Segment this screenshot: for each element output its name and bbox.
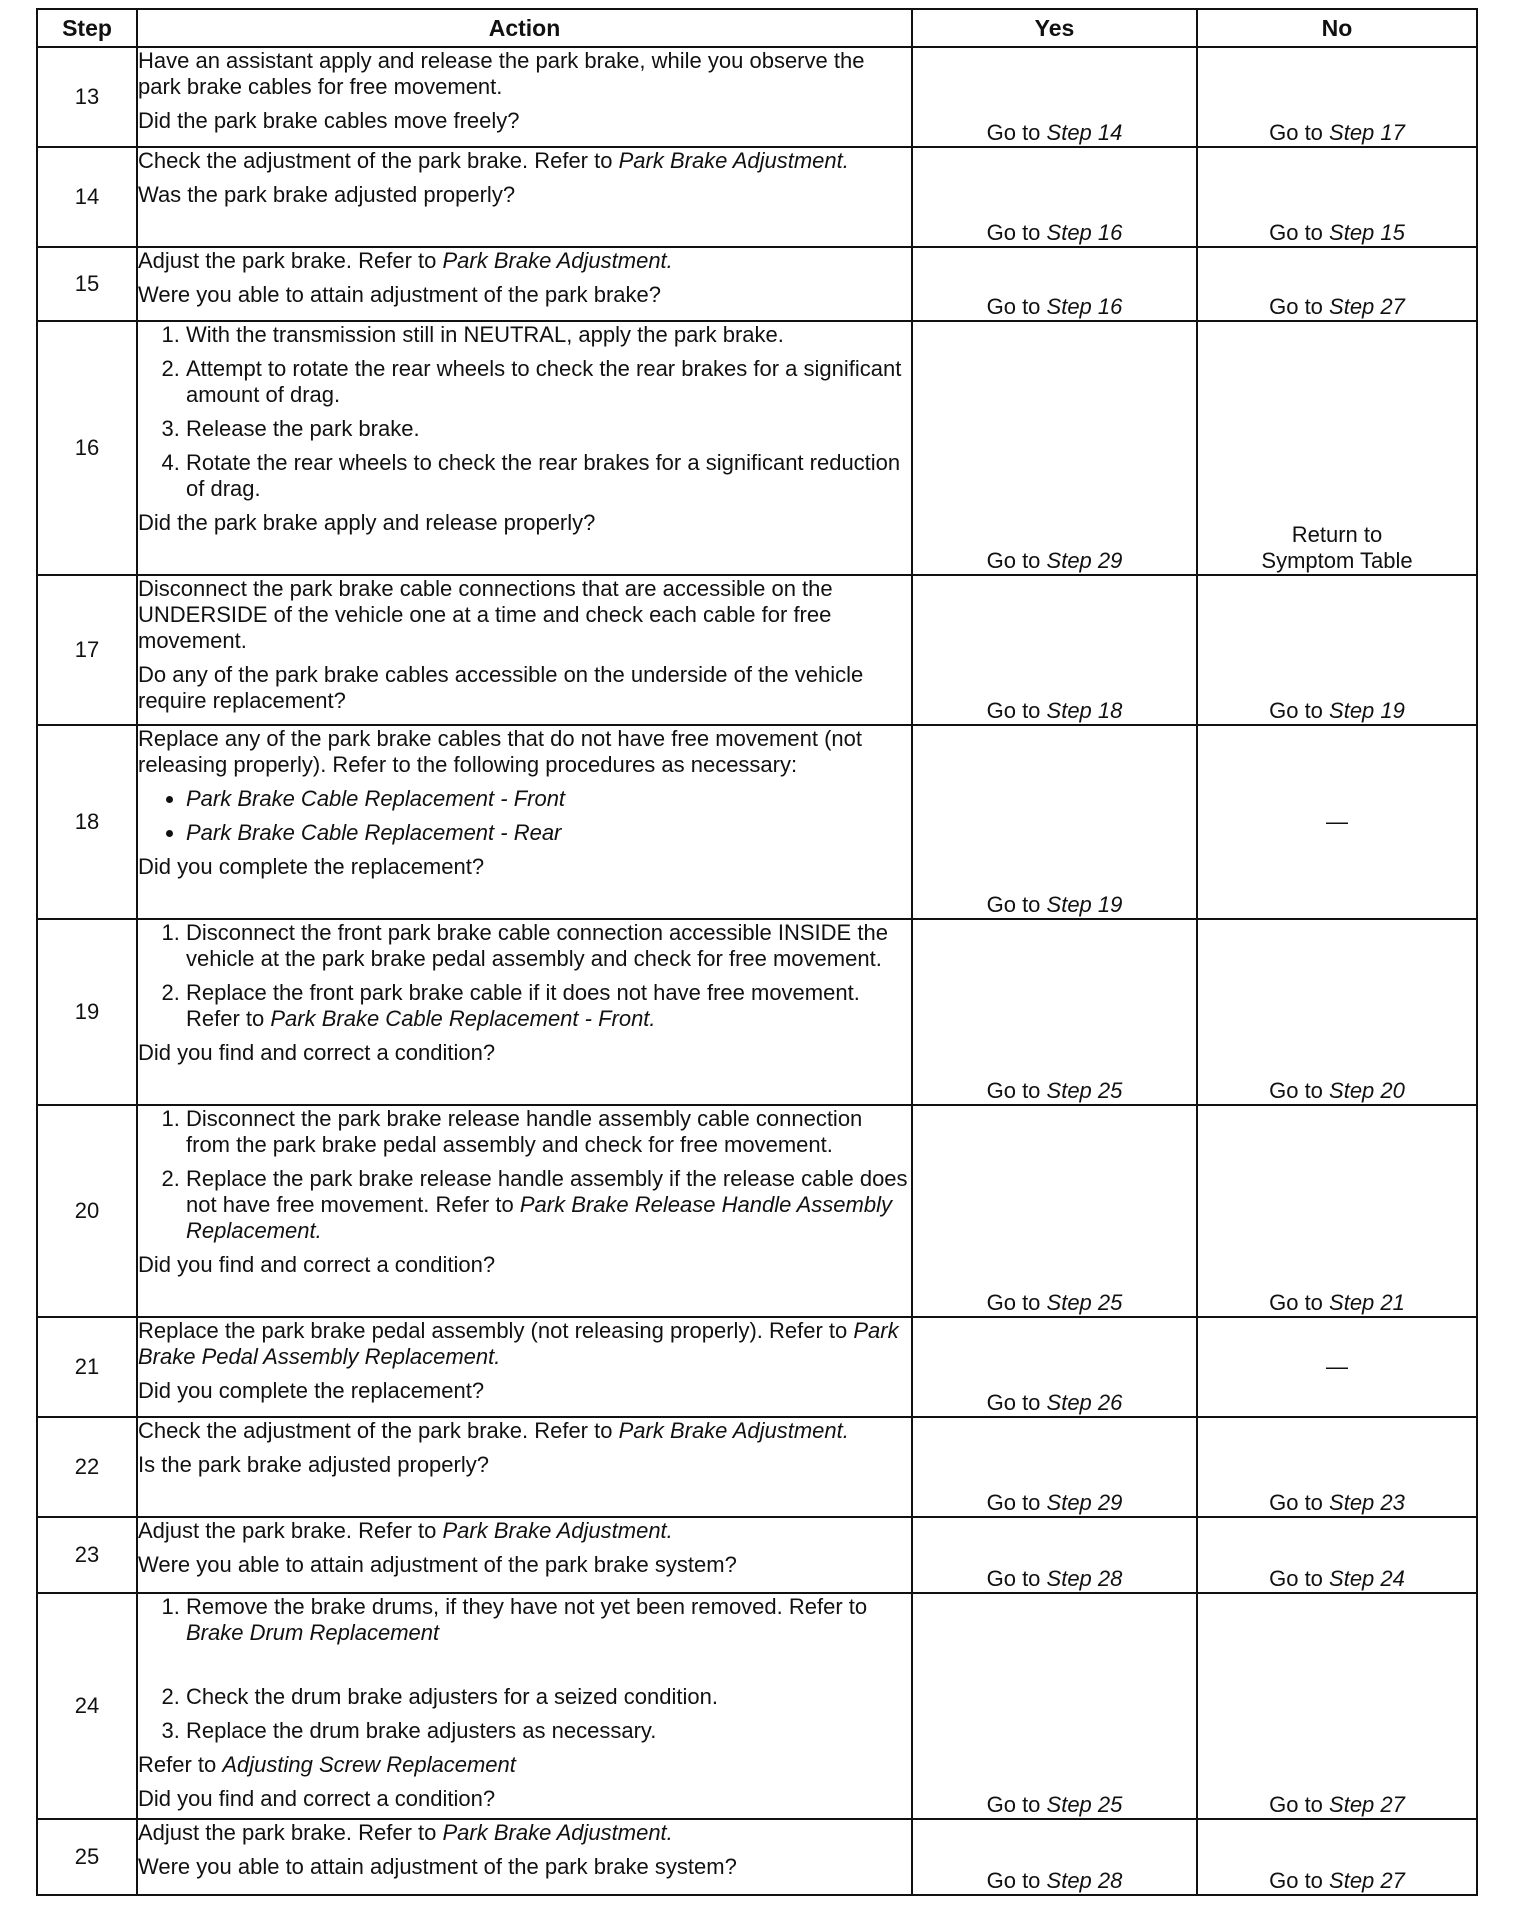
- goto-text: Go to: [1269, 294, 1330, 319]
- table-row: [37, 1517, 1477, 1593]
- yes-cell: [912, 321, 1197, 575]
- action-cell: [137, 47, 912, 147]
- reference-link: Park Brake Adjustment.: [442, 1518, 673, 1543]
- table-row: [37, 1105, 1477, 1317]
- no-cell: [1197, 1417, 1477, 1517]
- goto-text: Go to: [986, 1078, 1047, 1103]
- diagnostic-table-page: [36, 8, 1478, 1896]
- yes-cell: [912, 1819, 1197, 1895]
- list-item: 1. With the transmission still in NEUTRAL, apply the park brake.: [186, 322, 911, 348]
- table-row: [37, 1317, 1477, 1417]
- step-number: 23: [37, 1517, 137, 1593]
- reference-link: Park Brake Adjustment.: [618, 1418, 849, 1443]
- reference-link: Park Brake Adjustment.: [442, 248, 673, 273]
- step-ref: Step 16: [1046, 294, 1123, 319]
- table-row: [37, 725, 1477, 919]
- no-cell: —: [1197, 1317, 1477, 1417]
- action-text: Replace any of the park brake cables that do not have free movement (not releasing properly). Refer to the following procedures as necessary:: [138, 726, 862, 777]
- no-cell: [1197, 147, 1477, 247]
- table-row: [37, 1819, 1477, 1895]
- action-cell: [137, 147, 912, 247]
- step-ref: Step 27: [1329, 1868, 1405, 1893]
- step-ref: Step 20: [1329, 1078, 1405, 1103]
- step-ref: Step 27: [1329, 1792, 1405, 1817]
- action-text-part: Check the adjustment of the park brake. Refer to: [138, 1418, 619, 1443]
- yes-cell: [912, 1517, 1197, 1593]
- table-row: [37, 247, 1477, 321]
- step-ref: Step 14: [1046, 120, 1123, 145]
- yes-cell: [912, 1417, 1197, 1517]
- table-row: [37, 1593, 1477, 1819]
- table-row: [37, 919, 1477, 1105]
- list-item: 4. Rotate the rear wheels to check the rear brakes for a significant reduction of drag.: [186, 450, 911, 502]
- yes-cell: [912, 1317, 1197, 1417]
- step-ref: Step 26: [1046, 1390, 1123, 1415]
- table-row: [37, 47, 1477, 147]
- question-text: Did the park brake apply and release properly?: [138, 510, 596, 535]
- action-text-part: Replace the park brake pedal assembly (not releasing properly). Refer to: [138, 1318, 854, 1343]
- action-cell: [137, 1317, 912, 1417]
- step-ref: Step 28: [1046, 1868, 1123, 1893]
- step-ref: Step 19: [1046, 892, 1123, 917]
- header-action: Action: [137, 9, 912, 47]
- goto-text: Go to: [986, 1290, 1047, 1315]
- goto-text: Go to: [986, 548, 1047, 573]
- goto-text: Go to: [1269, 120, 1330, 145]
- no-cell: —: [1197, 725, 1477, 919]
- step-ref: Step 16: [1046, 220, 1123, 245]
- step-number: 19: [37, 919, 137, 1105]
- step-ref: Step 28: [1046, 1566, 1123, 1591]
- question-text: Did the park brake cables move freely?: [138, 108, 520, 133]
- action-cell: [137, 321, 912, 575]
- action-text: [138, 1752, 911, 1778]
- step-ref: Step 17: [1329, 120, 1405, 145]
- goto-text: Go to: [1269, 220, 1330, 245]
- header-step: Step: [37, 9, 137, 47]
- action-text: [138, 1820, 911, 1846]
- list-item: 1. Disconnect the park brake release handle assembly cable connection from the park brake pedal assembly and check for free movement.: [186, 1106, 911, 1158]
- goto-text: Go to: [986, 1390, 1047, 1415]
- goto-text: Go to: [1269, 1566, 1330, 1591]
- no-cell: [1197, 919, 1477, 1105]
- table-row: [37, 321, 1477, 575]
- action-text-part: Adjust the park brake. Refer to: [138, 1518, 443, 1543]
- question-text: Did you find and correct a condition?: [138, 1786, 496, 1811]
- step-ref: Step 18: [1046, 698, 1123, 723]
- reference-link: Brake Drum Replacement: [186, 1620, 440, 1645]
- procedure-list: [138, 1106, 911, 1244]
- action-text: [138, 248, 911, 274]
- step-ref: Step 29: [1046, 548, 1123, 573]
- list-item: [186, 1594, 911, 1676]
- goto-text: Go to: [1269, 1868, 1330, 1893]
- action-cell: [137, 919, 912, 1105]
- no-cell: [1197, 247, 1477, 321]
- step-number: 16: [37, 321, 137, 575]
- yes-cell: [912, 575, 1197, 725]
- list-item: 1. Disconnect the front park brake cable connection accessible INSIDE the vehicle at the park brake pedal assembly and check for free movement.: [186, 920, 911, 972]
- question-text: Were you able to attain adjustment of the park brake system?: [138, 1552, 737, 1577]
- goto-text: Go to: [1269, 1290, 1330, 1315]
- return-text: Return to: [1291, 522, 1383, 547]
- question-text: Did you find and correct a condition?: [138, 1040, 496, 1065]
- goto-text: Go to: [986, 220, 1047, 245]
- step-ref: Step 25: [1046, 1792, 1123, 1817]
- yes-cell: [912, 247, 1197, 321]
- list-item: • Park Brake Cable Replacement - Front: [186, 786, 911, 812]
- no-cell: [1197, 47, 1477, 147]
- step-number: 25: [37, 1819, 137, 1895]
- no-cell: [1197, 1517, 1477, 1593]
- step-ref: Step 15: [1329, 220, 1405, 245]
- table-row: [37, 1417, 1477, 1517]
- step-ref: Step 24: [1329, 1566, 1405, 1591]
- procedure-list: [138, 920, 911, 1032]
- step-number: 17: [37, 575, 137, 725]
- question-text: Did you complete the replacement?: [138, 854, 485, 879]
- action-cell: [137, 1417, 912, 1517]
- step-number: 20: [37, 1105, 137, 1317]
- list-item: [186, 1166, 911, 1244]
- action-text-part: Refer to: [138, 1752, 223, 1777]
- goto-text: Go to: [986, 120, 1047, 145]
- step-ref: Step 27: [1329, 294, 1405, 319]
- list-item: • Park Brake Cable Replacement - Rear: [186, 820, 911, 846]
- step-number: 18: [37, 725, 137, 919]
- reference-link: Park Brake Release Handle Assembly Replacement.: [186, 1192, 892, 1243]
- action-text-part: Check the adjustment of the park brake. Refer to: [138, 148, 619, 173]
- action-text: [138, 1418, 911, 1444]
- action-cell: [137, 1593, 912, 1819]
- no-cell: [1197, 1105, 1477, 1317]
- step-ref: Step 19: [1329, 698, 1405, 723]
- reference-link: Park Brake Pedal Assembly Replacement.: [138, 1318, 899, 1369]
- question-text: Did you complete the replacement?: [138, 1378, 485, 1403]
- symptom-table-ref: Symptom Table: [1261, 548, 1413, 573]
- goto-text: Go to: [986, 892, 1047, 917]
- procedure-list: [138, 322, 911, 502]
- goto-text: Go to: [986, 698, 1047, 723]
- step-number: 24: [37, 1593, 137, 1819]
- list-item-text: Replace the front park brake cable if it does not have free movement. Refer to: [186, 980, 860, 1031]
- question-text: Did you find and correct a condition?: [138, 1252, 496, 1277]
- yes-cell: [912, 47, 1197, 147]
- action-text: [138, 148, 911, 174]
- goto-text: Go to: [986, 1868, 1047, 1893]
- goto-text: Go to: [1269, 698, 1330, 723]
- no-cell: [1197, 321, 1477, 575]
- list-item: 2. Attempt to rotate the rear wheels to check the rear brakes for a significant amount of drag.: [186, 356, 911, 408]
- step-number: 22: [37, 1417, 137, 1517]
- action-text-part: Adjust the park brake. Refer to: [138, 248, 443, 273]
- goto-text: Go to: [1269, 1490, 1330, 1515]
- yes-cell: [912, 725, 1197, 919]
- no-cell: [1197, 1819, 1477, 1895]
- goto-text: Go to: [986, 294, 1047, 319]
- action-text: Disconnect the park brake cable connections that are accessible on the UNDERSIDE of the vehicle one at a time and check each cable for free movement.: [138, 576, 833, 653]
- action-text: [138, 1318, 911, 1370]
- step-number: 15: [37, 247, 137, 321]
- action-cell: [137, 725, 912, 919]
- reference-link: Adjusting Screw Replacement: [222, 1752, 516, 1777]
- goto-text: Go to: [986, 1566, 1047, 1591]
- action-text: Have an assistant apply and release the park brake, while you observe the park brake cables for free movement.: [138, 48, 865, 99]
- bullet-list: [138, 786, 911, 846]
- yes-cell: [912, 1593, 1197, 1819]
- step-number: 13: [37, 47, 137, 147]
- reference-link: Park Brake Cable Replacement - Front.: [270, 1006, 656, 1031]
- question-text: Were you able to attain adjustment of the park brake?: [138, 282, 662, 307]
- table-row: [37, 147, 1477, 247]
- no-cell: [1197, 575, 1477, 725]
- header-no: No: [1197, 9, 1477, 47]
- header-yes: Yes: [912, 9, 1197, 47]
- list-item: 2. Check the drum brake adjusters for a seized condition.: [186, 1684, 911, 1710]
- action-cell: [137, 575, 912, 725]
- reference-link: Park Brake Adjustment.: [442, 1820, 673, 1845]
- action-text: [138, 1518, 911, 1544]
- question-text: Is the park brake adjusted properly?: [138, 1452, 489, 1477]
- list-item: 3. Release the park brake.: [186, 416, 911, 442]
- list-item: [186, 980, 911, 1032]
- step-ref: Step 21: [1329, 1290, 1405, 1315]
- question-text: Was the park brake adjusted properly?: [138, 182, 516, 207]
- goto-text: Go to: [1269, 1078, 1330, 1103]
- reference-link: Park Brake Adjustment.: [618, 148, 849, 173]
- action-text-part: Adjust the park brake. Refer to: [138, 1820, 443, 1845]
- step-ref: Step 29: [1046, 1490, 1123, 1515]
- no-cell: [1197, 1593, 1477, 1819]
- question-text: Were you able to attain adjustment of the park brake system?: [138, 1854, 737, 1879]
- step-ref: Step 25: [1046, 1078, 1123, 1103]
- list-item: 3. Replace the drum brake adjusters as necessary.: [186, 1718, 911, 1744]
- step-number: 14: [37, 147, 137, 247]
- goto-text: Go to: [986, 1792, 1047, 1817]
- table-row: [37, 575, 1477, 725]
- action-cell: [137, 1819, 912, 1895]
- step-ref: Step 23: [1329, 1490, 1405, 1515]
- diagnostic-table: [36, 8, 1478, 1896]
- goto-text: Go to: [1269, 1792, 1330, 1817]
- list-item-text: Replace the park brake release handle assembly if the release cable does not have free movement. Refer to: [186, 1166, 908, 1217]
- list-item-text: Remove the brake drums, if they have not yet been removed. Refer to: [186, 1594, 868, 1619]
- action-cell: [137, 1517, 912, 1593]
- yes-cell: [912, 1105, 1197, 1317]
- action-cell: [137, 247, 912, 321]
- step-number: 21: [37, 1317, 137, 1417]
- action-cell: [137, 1105, 912, 1317]
- question-text: Do any of the park brake cables accessible on the underside of the vehicle require replacement?: [138, 662, 864, 713]
- yes-cell: [912, 147, 1197, 247]
- procedure-list: [138, 1594, 911, 1744]
- header-row: [37, 9, 1477, 47]
- step-ref: Step 25: [1046, 1290, 1123, 1315]
- goto-text: Go to: [986, 1490, 1047, 1515]
- yes-cell: [912, 919, 1197, 1105]
